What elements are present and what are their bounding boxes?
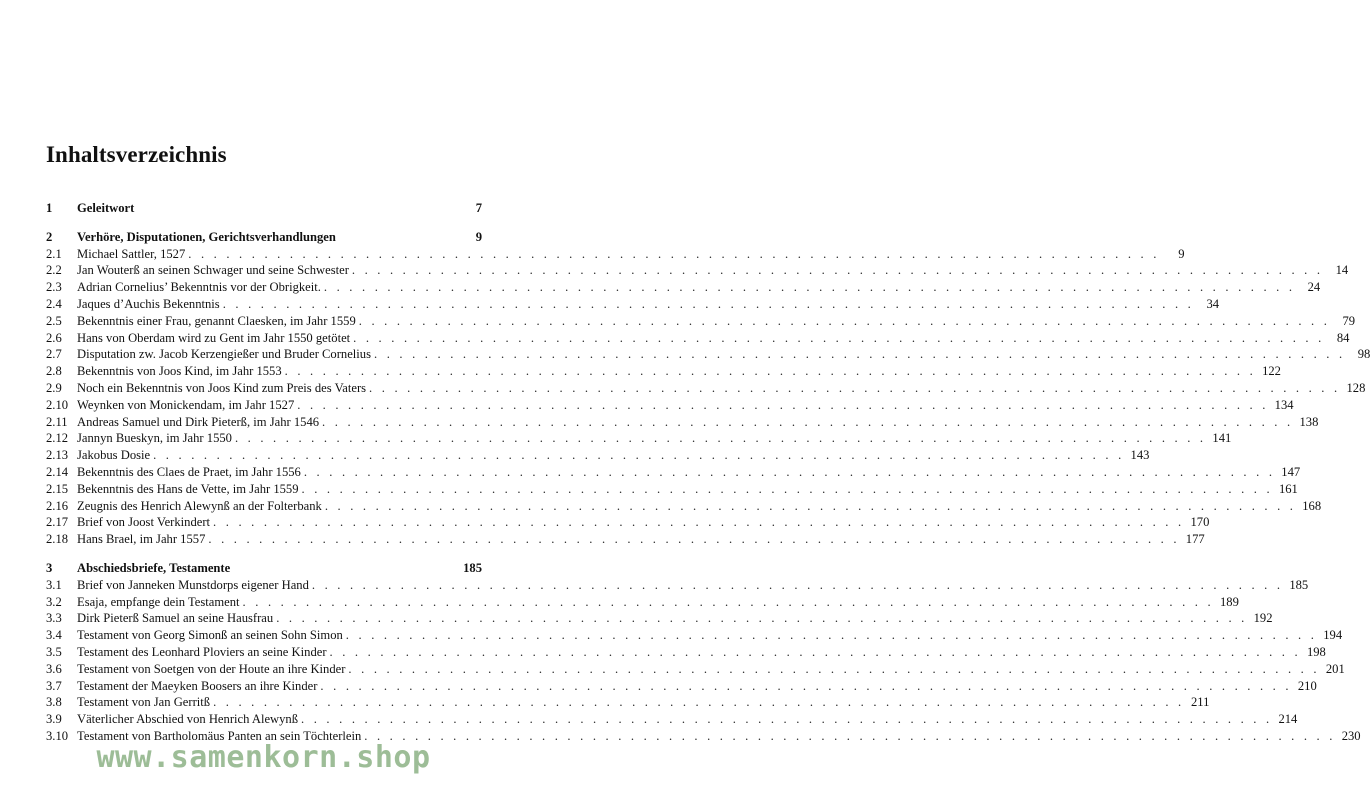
toc-entry xyxy=(46,414,1319,431)
entry-number: 2.15 xyxy=(46,481,69,496)
entry-number: 2.11 xyxy=(46,414,68,429)
dot-leader xyxy=(213,514,1184,531)
dot-leader xyxy=(153,447,1124,464)
entry-title: Jannyn Bueskyn, im Jahr 1550 xyxy=(77,431,232,446)
watermark: www.samenkorn.shop xyxy=(96,740,431,775)
page-title: Inhaltsverzeichnis xyxy=(46,142,227,167)
toc-entry xyxy=(46,330,1350,347)
toc-entry xyxy=(46,498,1322,515)
dot-leader xyxy=(352,262,1323,279)
dot-leader xyxy=(213,694,1184,711)
toc-entry xyxy=(46,694,1210,711)
entry-title: Bekenntnis von Joos Kind, im Jahr 1553 xyxy=(77,364,282,379)
entry-page: 185 xyxy=(1289,577,1309,592)
entry-page: 138 xyxy=(1299,414,1319,429)
entry-page: 9 xyxy=(1178,246,1185,261)
dot-leader xyxy=(223,296,1194,313)
entry-page: 170 xyxy=(1190,515,1210,530)
toc-entry xyxy=(46,279,1321,296)
dot-leader xyxy=(325,498,1296,515)
toc-entry xyxy=(46,313,1356,330)
entry-number: 3.8 xyxy=(46,695,62,710)
entry-title: Disputation zw. Jacob Kerzengießer und Bruder Cornelius xyxy=(77,347,372,362)
dot-leader xyxy=(297,397,1268,414)
chapter-2-entries xyxy=(46,246,1370,548)
toc-entry xyxy=(46,661,1345,678)
entry-page: 122 xyxy=(1262,364,1281,379)
entry-title: Testament von Bartholomäus Panten an sein Töchterlein xyxy=(77,728,362,743)
chapter-title: Geleitwort xyxy=(77,201,135,215)
entry-page: 194 xyxy=(1323,628,1343,643)
entry-title: Testament von Georg Simonß an seinen Sohn Simon xyxy=(77,628,343,643)
entry-page: 84 xyxy=(1336,330,1350,345)
dot-leader xyxy=(324,279,1295,296)
entry-page: 98 xyxy=(1357,347,1370,362)
entry-title: Bekenntnis des Hans de Vette, im Jahr 1559 xyxy=(77,481,299,496)
entry-number: 2.14 xyxy=(46,464,69,479)
dot-leader xyxy=(322,414,1293,431)
toc-entry xyxy=(46,610,1273,627)
entry-page: 134 xyxy=(1274,397,1294,412)
entry-page: 192 xyxy=(1253,611,1273,626)
entry-number: 3.4 xyxy=(46,628,62,643)
entry-page: 24 xyxy=(1307,280,1321,295)
toc-entry xyxy=(46,262,1349,279)
entry-title: Bekenntnis einer Frau, genannt Claesken, im Jahr 1559 xyxy=(77,313,356,328)
entry-title: Dirk Pieterß Samuel an seine Hausfrau xyxy=(77,611,274,626)
entry-page: 230 xyxy=(1341,728,1361,743)
dot-leader xyxy=(208,531,1179,548)
dot-leader xyxy=(235,430,1206,447)
entry-title: Esaja, empfange dein Testament xyxy=(77,594,240,609)
entry-page: 128 xyxy=(1346,380,1366,395)
toc-entry xyxy=(46,447,1150,464)
toc-chapter-3 xyxy=(46,560,482,577)
entry-title: Michael Sattler, 1527 xyxy=(77,246,186,261)
chapter-number: 3 xyxy=(46,560,53,575)
entry-title: Zeugnis des Henrich Alewynß an der Folterbank xyxy=(77,498,322,513)
entry-title: Brief von Joost Verkindert xyxy=(77,515,211,530)
toc-entry xyxy=(46,514,1210,531)
toc-chapter-1 xyxy=(46,200,482,217)
entry-title: Testament von Soetgen von der Houte an ihre Kinder xyxy=(77,661,346,676)
chapter-number: 2 xyxy=(46,229,53,244)
dot-leader xyxy=(302,481,1273,498)
entry-page: 141 xyxy=(1212,431,1232,446)
dot-leader xyxy=(304,464,1275,481)
chapter-3-entries xyxy=(46,577,1361,745)
dot-leader xyxy=(330,644,1301,661)
dot-leader xyxy=(346,627,1317,644)
toc-entry xyxy=(46,464,1301,481)
entry-number: 2.1 xyxy=(46,246,62,261)
dot-leader xyxy=(353,330,1324,347)
toc-entry xyxy=(46,430,1232,447)
toc-entry xyxy=(46,481,1298,498)
dot-leader xyxy=(369,380,1340,397)
entry-title: Testament von Jan Gerritß xyxy=(77,695,211,710)
dot-leader xyxy=(312,577,1283,594)
chapter-page: 185 xyxy=(463,560,482,575)
chapter-number: 1 xyxy=(46,201,53,215)
dot-leader xyxy=(359,313,1330,330)
entry-number: 3.1 xyxy=(46,577,62,592)
toc-entry xyxy=(46,246,1185,263)
entry-page: 14 xyxy=(1335,263,1349,278)
dot-leader xyxy=(348,661,1319,678)
toc-entry xyxy=(46,296,1220,313)
dot-leader xyxy=(285,363,1256,380)
entry-number: 3.10 xyxy=(46,728,69,743)
toc-entry xyxy=(46,397,1294,414)
entry-number: 3.5 xyxy=(46,644,62,659)
entry-number: 2.12 xyxy=(46,431,69,446)
toc-entry xyxy=(46,363,1281,380)
entry-page: 198 xyxy=(1306,644,1326,659)
entry-title: Jakobus Dosie xyxy=(77,448,151,463)
chapter-page: 7 xyxy=(475,201,482,215)
entry-number: 2.8 xyxy=(46,364,62,379)
entry-page: 147 xyxy=(1281,464,1301,479)
entry-title: Brief von Janneken Munstdorps eigener Hand xyxy=(77,577,309,592)
toc-entry xyxy=(46,346,1370,363)
entry-title: Testament des Leonhard Ploviers an seine Kinder xyxy=(77,644,327,659)
dot-leader xyxy=(188,246,1159,263)
entry-number: 2.18 xyxy=(46,532,69,547)
entry-number: 2.9 xyxy=(46,380,62,395)
entry-number: 2.7 xyxy=(46,347,62,362)
entry-number: 2.3 xyxy=(46,280,62,295)
entry-title: Weynken von Monickendam, im Jahr 1527 xyxy=(77,397,295,412)
dot-leader xyxy=(243,594,1214,611)
entry-page: 211 xyxy=(1190,695,1210,710)
entry-page: 143 xyxy=(1130,448,1150,463)
toc-entry xyxy=(46,577,1309,594)
dot-leader xyxy=(276,610,1247,627)
entry-number: 3.2 xyxy=(46,594,62,609)
entry-title: Väterlicher Abschied von Henrich Alewynß xyxy=(77,712,299,727)
toc-entry xyxy=(46,711,1298,728)
toc-entry xyxy=(46,627,1343,644)
toc-entry xyxy=(46,380,1366,397)
entry-number: 2.6 xyxy=(46,330,62,345)
entry-page: 189 xyxy=(1219,594,1239,609)
toc-entry xyxy=(46,678,1317,695)
entry-number: 2.13 xyxy=(46,448,69,463)
entry-number: 2.16 xyxy=(46,498,69,513)
entry-number: 3.7 xyxy=(46,678,62,693)
entry-title: Andreas Samuel und Dirk Pieterß, im Jahr 1546 xyxy=(77,414,320,429)
entry-title: Testament der Maeyken Boosers an ihre Kinder xyxy=(77,678,318,693)
entry-page: 168 xyxy=(1302,498,1322,513)
entry-title: Hans Brael, im Jahr 1557 xyxy=(77,532,206,547)
entry-title: Bekenntnis des Claes de Praet, im Jahr 1556 xyxy=(77,464,301,479)
dot-leader xyxy=(301,711,1272,728)
entry-number: 2.4 xyxy=(46,296,62,311)
dot-leader xyxy=(320,678,1291,695)
entry-number: 2.17 xyxy=(46,515,69,530)
entry-number: 2.10 xyxy=(46,397,69,412)
table-of-contents xyxy=(46,200,1370,745)
toc-entry xyxy=(46,644,1326,661)
entry-page: 201 xyxy=(1325,661,1345,676)
toc-chapter-2 xyxy=(46,229,482,246)
entry-page: 177 xyxy=(1185,532,1205,547)
entry-number: 2.5 xyxy=(46,313,62,328)
entry-page: 34 xyxy=(1206,296,1220,311)
chapter-page: 9 xyxy=(475,229,482,244)
chapter-title: Abschiedsbriefe, Testamente xyxy=(77,560,231,575)
entry-number: 3.9 xyxy=(46,712,62,727)
entry-page: 210 xyxy=(1297,678,1317,693)
entry-page: 214 xyxy=(1278,712,1298,727)
entry-title: Jan Wouterß an seinen Schwager und seine Schwester xyxy=(77,263,349,278)
entry-page: 161 xyxy=(1278,481,1298,496)
entry-title: Noch ein Bekenntnis von Joos Kind zum Preis des Vaters xyxy=(77,380,367,395)
dot-leader xyxy=(374,346,1345,363)
entry-number: 3.6 xyxy=(46,661,62,676)
entry-title: Adrian Cornelius’ Bekenntnis vor der Obrigkeit. xyxy=(77,280,321,295)
toc-entry xyxy=(46,531,1205,548)
chapter-title: Verhöre, Disputationen, Gerichtsverhandlungen xyxy=(77,229,336,244)
entry-page: 79 xyxy=(1342,313,1356,328)
entry-number: 3.3 xyxy=(46,611,62,626)
entry-title: Jaques d’Auchis Bekenntnis xyxy=(77,296,220,311)
toc-entry xyxy=(46,594,1239,611)
entry-number: 2.2 xyxy=(46,263,62,278)
entry-title: Hans von Oberdam wird zu Gent im Jahr 1550 getötet xyxy=(77,330,351,345)
